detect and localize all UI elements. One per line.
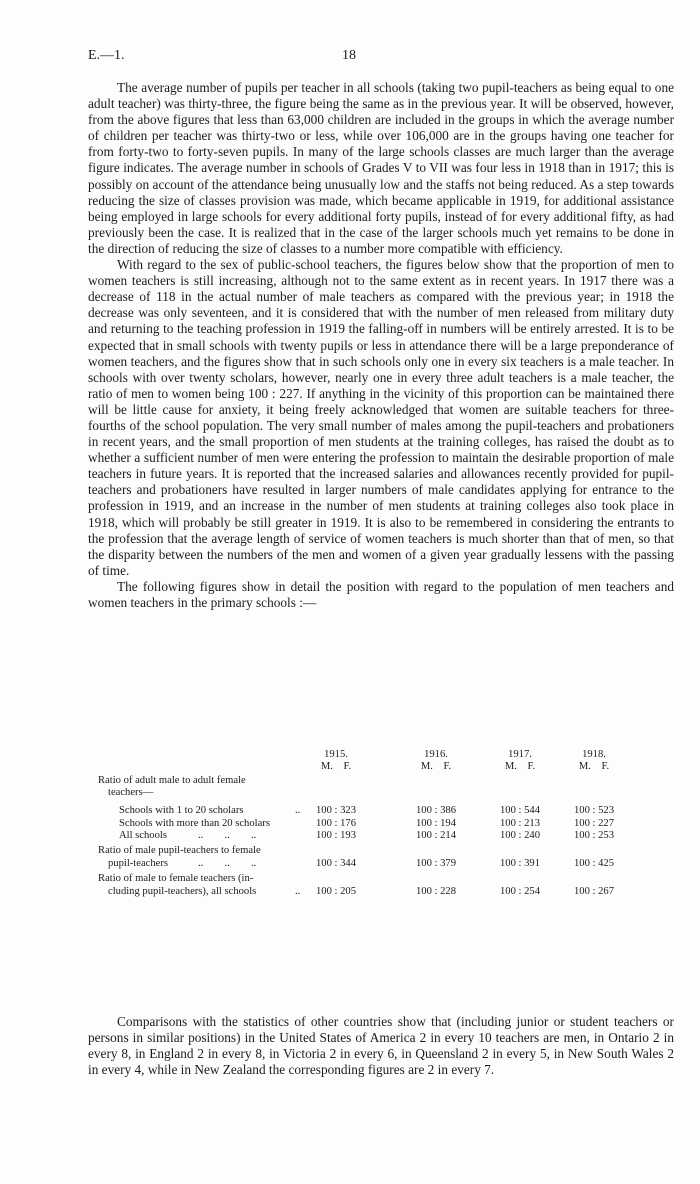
row-label: Ratio of male pupil-teachers to female [98, 845, 261, 856]
ratio-1916: 100 : 386 [415, 805, 457, 816]
ratio-1915: 100 : 323 [315, 805, 357, 816]
ratio-1916: 100 : 379 [415, 857, 457, 869]
leader-dots: .. .. .. [198, 857, 257, 869]
ratio-1918: 100 : 227 [573, 817, 615, 829]
paragraph-table-intro: The following figures show in detail the position with regard to the population of men teachers and women teachers in the primary schools :— [88, 578, 674, 610]
ratio-1917: 100 : 213 [499, 817, 541, 829]
year-col-1918 [564, 749, 624, 773]
ratio-1915: 100 : 344 [315, 857, 357, 869]
ratio-1915: 100 : 205 [315, 885, 357, 897]
ratio-1915: 100 : 176 [315, 817, 357, 829]
closing-text [88, 1014, 674, 1078]
ratio-1917: 100 : 240 [499, 830, 541, 841]
year-label: 1917. [508, 749, 532, 760]
ratio-1916: 100 : 214 [415, 830, 457, 841]
leader-dots: .. [295, 885, 301, 897]
page-number: 18 [342, 48, 356, 63]
row-label: Ratio of adult male to adult female [98, 775, 246, 786]
sex-header: M. F. [578, 761, 610, 772]
paragraph-pupils-per-teacher: The average number of pupils per teacher in all schools (taking two pupil-teachers as being equal to one adult teacher) was thirty-three, the figure being the same as in the previous year. It will be observed, however, from the above figures that less than 63,000 children are included in the groups in which the average number of children per teacher was thirty-two or less, while over 106,000 are in the groups having one teacher for from forty-two to forty-seven pupils. In many of the large schools classes are much larger than the average figure indicates. The average number in schools of Grades V to VII was four less in 1918 than in 1917; this is possibly on account of the attendance being unusually low and the staffs not being reduced. As a step towards reducing the size of classes provision was made, which became applicable in 1919, for additional assistance being employed in large schools for every additional forty pupils, instead of for every additional fifty, as had previously been the case. It is realized that in the case of the larger schools much yet remains to be done in the direction of reducing the size of classes to a number more compatible with efficiency. [88, 80, 674, 256]
ratio-1916: 100 : 194 [415, 817, 457, 829]
paragraph-international-comparison: Comparisons with the statistics of other countries show that (including junior or student teachers or persons in similar positions) in the United States of America 2 in every 10 teachers are men, in Ontario 2 in every 8, in England 2 in every 8, in Victoria 2 in every 6, in Queensland 2 in every 5, in New South Wales 2 in every 4, while in New Zealand the corresponding figures are 2 in every 7. [88, 1014, 674, 1078]
ratio-1917: 100 : 544 [499, 805, 541, 816]
ratio-1917: 100 : 391 [499, 857, 541, 869]
year-col-1916 [406, 749, 466, 773]
year-col-1915 [306, 749, 366, 773]
row-label: cluding pupil-teachers), all schools [108, 885, 257, 897]
leader-dots: .. .. .. [198, 830, 257, 841]
ratio-1918: 100 : 425 [573, 857, 615, 869]
sex-header: M. F. [420, 761, 452, 772]
ratio-1918: 100 : 267 [573, 885, 615, 897]
year-label: 1918. [582, 749, 606, 760]
row-label: Schools with 1 to 20 scholars [119, 805, 244, 816]
ratio-1915: 100 : 193 [315, 830, 357, 841]
row-label: teachers— [108, 787, 154, 798]
sex-header: M. F. [504, 761, 536, 772]
ratio-1918: 100 : 523 [573, 805, 615, 816]
body-text [88, 80, 674, 611]
leader-dots: .. [295, 805, 301, 816]
ratio-1918: 100 : 253 [573, 830, 615, 841]
row-label: All schools [119, 830, 167, 841]
year-label: 1916. [424, 749, 448, 760]
row-label: Schools with more than 20 scholars [119, 817, 270, 829]
row-label: pupil-teachers [108, 857, 169, 869]
ratio-1916: 100 : 228 [415, 885, 457, 897]
report-reference: E.—1. [88, 48, 125, 63]
sex-header: M. F. [320, 761, 352, 772]
ratio-1917: 100 : 254 [499, 885, 541, 897]
year-header-row [88, 749, 674, 775]
year-label: 1915. [324, 749, 348, 760]
row-label: Ratio of male to female teachers (in- [98, 873, 254, 884]
year-col-1917 [490, 749, 550, 773]
paragraph-sex-of-teachers: With regard to the sex of public-school teachers, the figures below show that the proportion of men to women teachers is still increasing, although not to the same extent as in recent years. In 1917 there was a decrease of 118 in the actual number of male teachers as compared with the previous year; in 1918 the decrease was only seventeen, and it is considered that with the number of men released from military duty and returning to the teaching profession in 1919 the falling-off in numbers will be entirely arrested. It is to be expected that in small schools with twenty pupils or less in attendance there will be a large preponderance of women teachers, and the figures show that in such schools only one in every six teachers is a male teacher. In schools with over twenty scholars, however, nearly one in every three adult teachers is a male teacher, the ratio of men to women being 100 : 227. If anything in the vicinity of this proportion can be maintained there will be little cause for anxiety, it being freely acknowledged that women are suitable teachers for three-fourths of the school population. The very small number of males among the pupil-teachers and probationers in recent years, and the small proportion of men students at the training colleges, has raised the doubt as to whether a sufficient number of men were entering the profession to maintain the desirable proportion of male teachers in future years. It is reported that the increased salaries and allowances recently provided for pupil-teachers and probationers have resulted in larger numbers of male candidates applying for entrance to the profession in 1919, and an increase in the number of men students at training colleges also took place in 1918, which will probably be still greater in 1919. It is also to be remembered in considering the entrants to the profession that the average length of service of women teachers is much shorter than that of men, so that the disparity between the numbers of the men and women of a given year gradually lessens with the passing of time. [88, 257, 674, 578]
